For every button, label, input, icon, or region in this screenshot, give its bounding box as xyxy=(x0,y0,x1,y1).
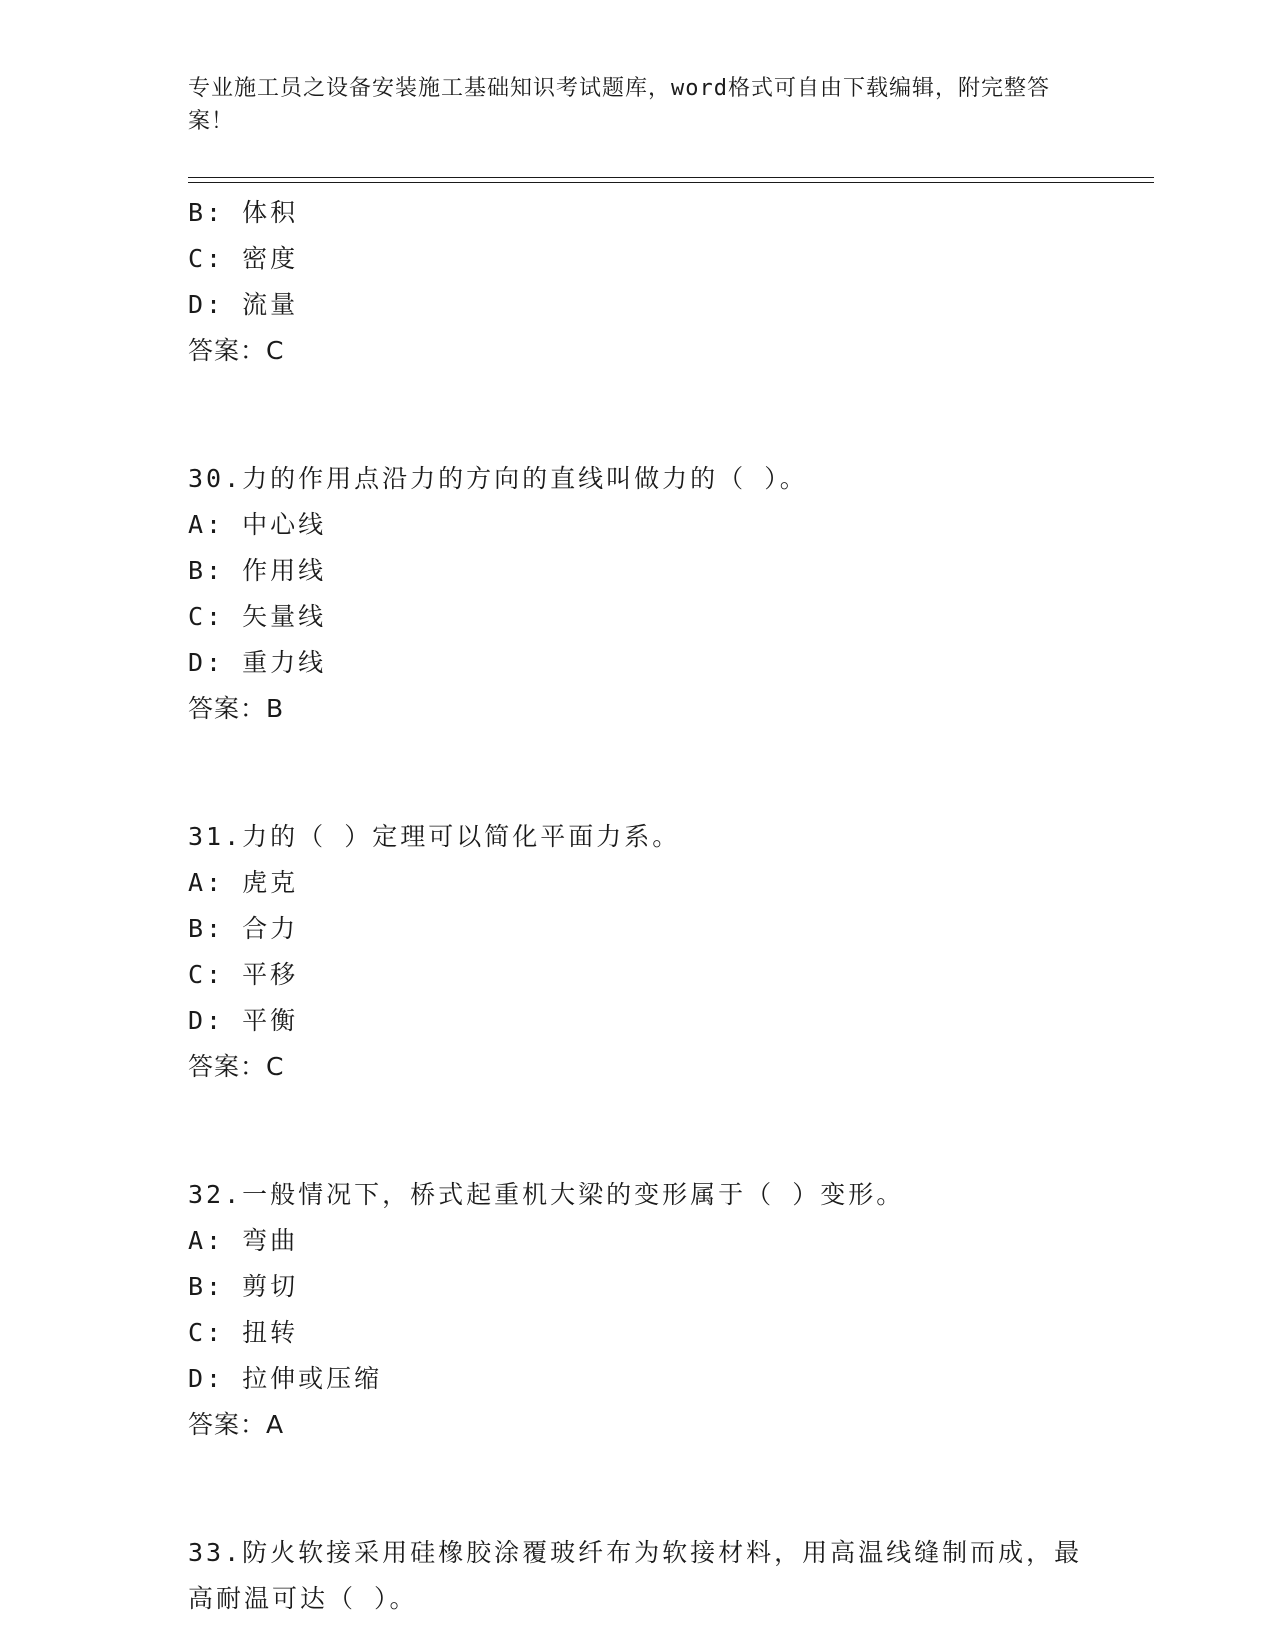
option-b: B: 作用线 xyxy=(188,556,327,585)
option-c: C: 扭转 xyxy=(188,1318,299,1347)
answer-line: 答案：C xyxy=(188,1052,285,1081)
question-31 xyxy=(188,814,1108,1090)
option-a: A: 中心线 xyxy=(188,510,327,539)
question-stem: 32.一般情况下，桥式起重机大梁的变形属于（ ）变形。 xyxy=(188,1180,905,1209)
option-b: B: 剪切 xyxy=(188,1272,299,1301)
answer-line: 答案：B xyxy=(188,694,285,723)
question-stem: 31.力的（ ）定理可以简化平面力系。 xyxy=(188,822,681,851)
question-33 xyxy=(188,1530,1108,1622)
option-c: C: 矢量线 xyxy=(188,602,327,631)
question-30 xyxy=(188,456,1108,732)
document-header xyxy=(188,72,1068,138)
option-b: B: 体积 xyxy=(188,198,299,227)
option-a: A: 虎克 xyxy=(188,868,299,897)
option-d: D: 流量 xyxy=(188,290,299,319)
option-c: C: 密度 xyxy=(188,244,299,273)
answer-line: 答案：A xyxy=(188,1410,285,1439)
header-rule-bottom xyxy=(188,182,1154,183)
option-a: A: 弯曲 xyxy=(188,1226,299,1255)
question-fragment xyxy=(188,190,1108,374)
option-d: D: 平衡 xyxy=(188,1006,299,1035)
question-stem: 30.力的作用点沿力的方向的直线叫做力的（ ）。 xyxy=(188,464,808,493)
question-32 xyxy=(188,1172,1108,1448)
option-b: B: 合力 xyxy=(188,914,299,943)
option-c: C: 平移 xyxy=(188,960,299,989)
question-list xyxy=(188,190,1108,1622)
question-stem: 33.防火软接采用硅橡胶涂覆玻纤布为软接材料，用高温线缝制而成，最高耐温可达（ ）。 xyxy=(188,1538,1083,1613)
header-rule-top xyxy=(188,177,1154,178)
option-d: D: 拉伸或压缩 xyxy=(188,1364,383,1393)
answer-line: 答案：C xyxy=(188,336,285,365)
header-text: 专业施工员之设备安装施工基础知识考试题库，word格式可自由下载编辑，附完整答案！ xyxy=(188,76,1050,134)
option-d: D: 重力线 xyxy=(188,648,327,677)
